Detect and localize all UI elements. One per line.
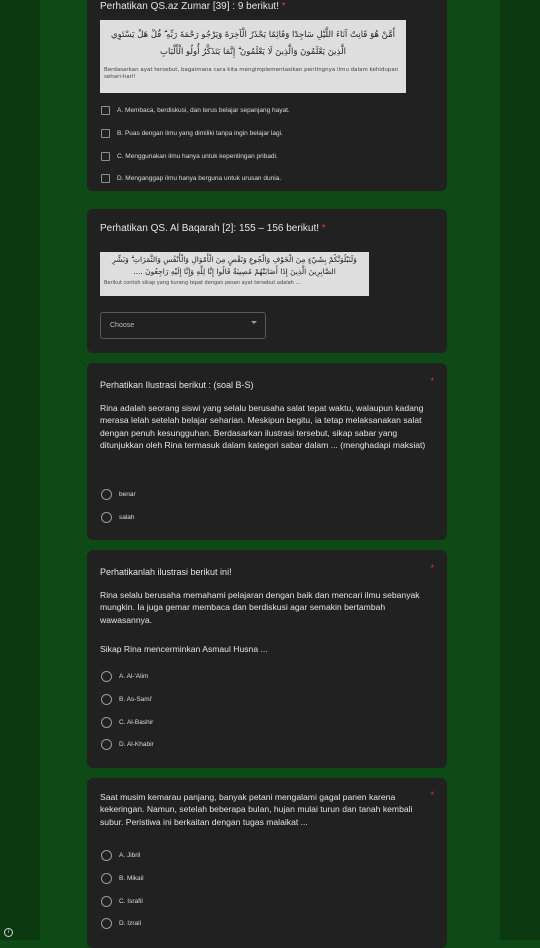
required-mark: *: [430, 563, 434, 573]
image-caption: Berdasarkan ayat tersebut, bagaimana cara kita mengimplementasikan pentingnya ilmu dalam kehidupan sehari-hari!: [104, 67, 399, 80]
radio-button[interactable]: [101, 739, 112, 750]
checkbox-option-d[interactable]: D. Menganggap ilmu hanya berguna untuk urusan dunia.: [101, 172, 281, 184]
info-icon[interactable]: i: [4, 928, 13, 937]
question-card-5: [87, 778, 447, 948]
radio-button[interactable]: [101, 896, 112, 907]
arabic-verse-line-2: الَّذِينَ يَعْلَمُونَ وَالَّذِينَ لَا يَعْلَمُونَ ۗ إِنَّمَا يَتَذَكَّرُ أُولُو الْأَلْبَابِ: [160, 47, 346, 57]
radio-button[interactable]: [101, 489, 112, 500]
question-card-4: [87, 550, 447, 768]
checkbox-option-b[interactable]: B. Puas dengan ilmu yang dimiliki tanpa ingin belajar lagi.: [101, 127, 283, 139]
radio-option-b[interactable]: B. As-Sami': [101, 693, 152, 705]
question-image: [100, 252, 369, 296]
checkbox[interactable]: [101, 174, 110, 183]
checkbox[interactable]: [101, 129, 110, 138]
required-mark: *: [281, 1, 286, 12]
question-title: Perhatikan Ilustrasi berikut : (soal B-S): [100, 380, 254, 390]
radio-option-a[interactable]: A. Jibril: [101, 849, 140, 861]
question-card-1: [87, 0, 447, 191]
radio-option-d[interactable]: D. Izrail: [101, 917, 141, 929]
question-body: Saat musim kemarau panjang, banyak petani mengalami gagal panen karena kekeringan. Namun, setelah beberapa bulan, hujan mulai turun dan tanah kembali subur. Peristiwa ini berkaitan dengan tugas malaikat ...: [100, 792, 413, 827]
radio-button[interactable]: [101, 918, 112, 929]
left-margin: [0, 0, 40, 940]
question-card-3: [87, 363, 447, 540]
checkbox[interactable]: [101, 106, 110, 115]
question-title: Perhatikanlah ilustrasi berikut ini!: [100, 567, 232, 577]
radio-button[interactable]: [101, 671, 112, 682]
checkbox-option-c[interactable]: C. Menggunakan ilmu hanya untuk kepentingan pribadi.: [101, 150, 278, 162]
question-card-2: [87, 209, 447, 353]
question-body: Rina adalah seorang siswi yang selalu berusaha salat tepat waktu, walaupun kadang merasa lelah setelah belajar seharian. Meskipun begitu, ia tetap melaksanakan salat dengan penuh kesungguhan. Berdasarkan ilustrasi tersebut, sikap sabar yang ditunjukkan oleh Rina termasuk dalam kategori sabar dalam ... (menghadapi maksiat): [100, 403, 426, 451]
radio-button[interactable]: [101, 512, 112, 523]
radio-option-a[interactable]: A. Al-'Alim: [101, 670, 148, 682]
radio-button[interactable]: [101, 717, 112, 728]
radio-option-b[interactable]: B. Mikail: [101, 872, 144, 884]
question-title: Perhatikan QS.az Zumar [39] : 9 berikut! *: [100, 1, 286, 12]
radio-option-c[interactable]: C. Al-Bashir: [101, 716, 153, 728]
radio-option-benar[interactable]: benar: [101, 488, 136, 500]
radio-option-salah[interactable]: salah: [101, 511, 135, 523]
question-image: [100, 20, 406, 93]
arabic-verse-line-1: أَمَّنْ هُوَ قَانِتٌ آنَاءَ اللَّيْلِ سَاجِدًا وَقَائِمًا يَحْذَرُ الْآخِرَةَ وَيَرْجُو رَحْمَةَ رَبِّهِ ۗ قُلْ هَلْ يَسْتَوِي: [110, 30, 396, 40]
question-prompt: Sikap Rina mencerminkan Asmaul Husna ...: [100, 644, 268, 654]
image-caption: Berikut contoh sikap yang kurang tepat dengan pesan ayat tersebut adalah ....: [104, 280, 302, 286]
radio-button[interactable]: [101, 873, 112, 884]
required-mark: *: [321, 223, 326, 234]
arabic-verse-line-1: وَلَنَبْلُوَنَّكُمْ بِشَيْءٍ مِنَ الْخَوْفِ وَالْجُوعِ وَنَقْصٍ مِنَ الْأَمْوَالِ وَالْأَنْفُسِ وَالثَّمَرَاتِ ۗ وَبَشِّرِ: [112, 255, 357, 264]
answer-dropdown[interactable]: Choose: [100, 312, 266, 339]
radio-button[interactable]: [101, 850, 112, 861]
right-margin: [500, 0, 540, 940]
required-mark: *: [430, 790, 434, 800]
radio-option-c[interactable]: C. Israfil: [101, 895, 143, 907]
arabic-verse-line-2: الصَّابِرِينَ الَّذِينَ إِذَا أَصَابَتْهُمْ مُصِيبَةٌ قَالُوا إِنَّا لِلَّهِ وَإِنَّا إِلَيْهِ رَاجِعُونَ ....: [133, 267, 336, 276]
radio-option-d[interactable]: D. Al-Khabir: [101, 738, 154, 750]
required-mark: *: [430, 376, 434, 386]
checkbox-option-a[interactable]: A. Membaca, berdiskusi, dan terus belajar sepanjang hayat.: [101, 104, 290, 116]
question-body: Rina selalu berusaha memahami pelajaran dengan baik dan mencari ilmu sebanyak mungkin. Ia juga gemar membaca dan berdiskusi agar semakin bertambah wawasannya.: [100, 590, 420, 625]
radio-button[interactable]: [101, 694, 112, 705]
chevron-down-icon: [251, 321, 257, 324]
form-column: [87, 0, 447, 940]
checkbox[interactable]: [101, 152, 110, 161]
question-title: Perhatikan QS. Al Baqarah [2]: 155 – 156 berikut! *: [100, 223, 326, 234]
